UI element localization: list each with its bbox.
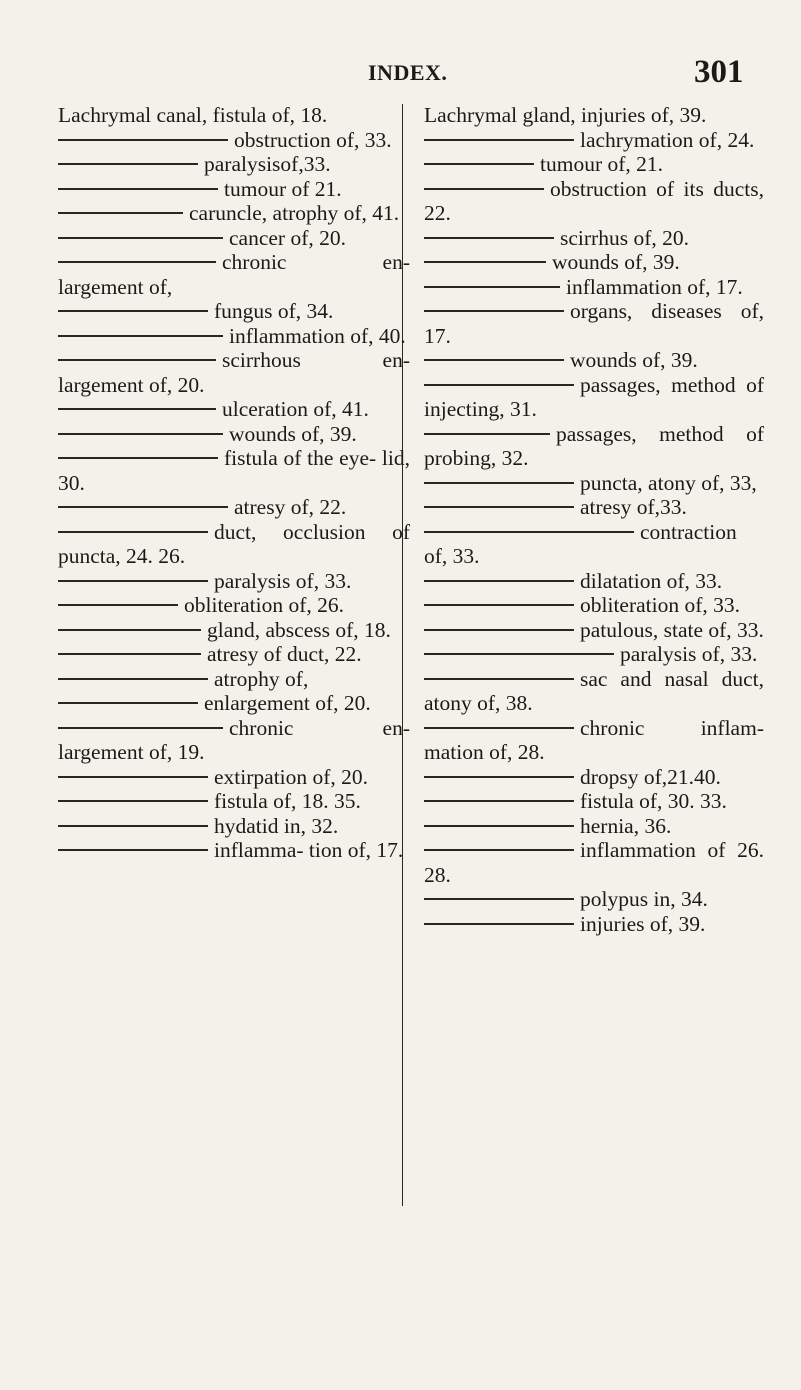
ditto-rule xyxy=(424,237,554,239)
index-subentry xyxy=(58,569,410,594)
ditto-rule xyxy=(424,825,574,827)
entry-text: dilatation of, 33. xyxy=(580,568,723,593)
ditto-rule xyxy=(58,800,208,802)
ditto-rule xyxy=(424,776,574,778)
ditto-rule xyxy=(58,335,223,337)
entry-text: wounds of, 39. xyxy=(552,250,680,274)
entry-text: puncta, atony of, 33, xyxy=(580,470,757,495)
ditto-rule xyxy=(58,825,208,827)
entry-text: scirrhous en- largement of, 20. xyxy=(58,348,410,397)
ditto-rule xyxy=(424,433,550,435)
entry-text: paralysis of, 33. xyxy=(620,642,758,666)
ditto-rule xyxy=(58,678,208,680)
entry-text: caruncle, atrophy of, 41. xyxy=(189,201,400,225)
index-subentry xyxy=(424,765,764,790)
entry-text: wounds of, 39. xyxy=(229,421,357,446)
index-subentry xyxy=(424,887,764,912)
entry-text: atresy of duct, 22. xyxy=(207,642,362,666)
entry-text: cancer of, 20. xyxy=(229,225,346,250)
ditto-rule xyxy=(58,702,198,704)
entry-text: patulous, state of, 33. xyxy=(580,617,764,642)
index-subentry xyxy=(424,275,764,300)
index-subentry xyxy=(424,373,764,422)
ditto-rule xyxy=(424,580,574,582)
ditto-rule xyxy=(58,433,223,435)
ditto-rule xyxy=(58,237,223,239)
index-subentry xyxy=(58,838,410,863)
index-subentry xyxy=(424,152,764,177)
index-subentry xyxy=(58,520,410,569)
page-number: 301 xyxy=(694,54,744,90)
ditto-rule xyxy=(424,604,574,606)
ditto-rule xyxy=(424,286,560,288)
ditto-rule xyxy=(424,384,574,386)
ditto-rule xyxy=(424,849,574,851)
index-subentry xyxy=(424,569,764,594)
entry-text: sac and nasal duct, atony of, 38. xyxy=(424,666,764,715)
index-subentry xyxy=(424,593,764,618)
entry-text: fistula of, 18. 35. xyxy=(214,789,361,813)
entry-text: Lachrymal gland, injuries of, 39. xyxy=(424,103,707,127)
index-subentry xyxy=(58,152,410,177)
entry-text: fistula of the eye- lid, 30. xyxy=(58,446,410,495)
index-subentry xyxy=(424,495,764,520)
ditto-rule xyxy=(58,776,208,778)
index-subentry xyxy=(424,422,764,471)
entry-text: inflammation of 26. 28. xyxy=(424,838,764,887)
entry-text: fistula of, 30. 33. xyxy=(580,789,727,813)
ditto-rule xyxy=(424,139,574,141)
index-subentry xyxy=(58,789,410,814)
running-head: INDEX. xyxy=(368,60,448,85)
entry-text: obstruction of, 33. xyxy=(234,127,392,152)
entry-text: inflamma- tion of, 17. xyxy=(214,838,404,862)
entry-text: paralysisof,33. xyxy=(204,152,331,176)
entry-text: wounds of, 39. xyxy=(570,348,698,372)
entry-text: extirpation of, 20. xyxy=(214,764,369,789)
ditto-rule xyxy=(58,506,228,508)
index-subentry xyxy=(58,299,410,324)
ditto-rule xyxy=(58,212,183,214)
index-subentry xyxy=(424,618,764,643)
ditto-rule xyxy=(58,139,228,141)
index-subentry xyxy=(424,520,764,569)
index-subentry xyxy=(58,814,410,839)
index-subentry xyxy=(424,299,764,348)
entry-text: obliteration of, 33. xyxy=(580,593,741,617)
index-column-right xyxy=(424,103,764,936)
index-column-left xyxy=(58,103,410,863)
ditto-rule xyxy=(58,629,201,631)
entry-text: enlargement of, 20. xyxy=(204,691,371,715)
entry-text: fungus of, 34. xyxy=(214,299,334,323)
ditto-rule xyxy=(58,310,208,312)
index-subentry xyxy=(424,789,764,814)
entry-text: obliteration of, 26. xyxy=(184,593,345,617)
ditto-rule xyxy=(424,531,634,533)
ditto-rule xyxy=(58,531,208,533)
ditto-rule xyxy=(58,653,201,655)
ditto-rule xyxy=(424,163,534,165)
entry-text: chronic en- largement of, xyxy=(58,250,410,299)
index-subentry xyxy=(424,814,764,839)
index-subentry xyxy=(424,471,764,496)
ditto-rule xyxy=(58,604,178,606)
index-subentry xyxy=(424,250,764,275)
ditto-rule xyxy=(424,482,574,484)
index-subentry xyxy=(58,495,410,520)
entry-text: duct, occlusion of puncta, 24. 26. xyxy=(58,519,410,568)
index-subentry xyxy=(58,177,410,202)
index-subentry xyxy=(58,667,410,692)
index-subentry xyxy=(424,838,764,887)
entry-text: passages, method of injecting, 31. xyxy=(424,372,764,421)
index-subentry xyxy=(58,250,410,299)
page-header xyxy=(0,54,801,100)
ditto-rule xyxy=(58,457,218,459)
ditto-rule xyxy=(424,310,564,312)
entry-text: ulceration of, 41. xyxy=(222,397,369,421)
ditto-rule xyxy=(424,800,574,802)
ditto-rule xyxy=(58,849,208,851)
entry-text: Lachrymal canal, fistula of, 18. xyxy=(58,103,328,127)
entry-text: atresy of, 22. xyxy=(234,495,347,519)
index-subentry xyxy=(58,691,410,716)
ditto-rule xyxy=(58,408,216,410)
index-subentry xyxy=(58,324,410,349)
index-subentry xyxy=(424,128,764,153)
index-subentry xyxy=(58,716,410,765)
index-subentry xyxy=(58,765,410,790)
entry-text: injuries of, 39. xyxy=(580,911,706,936)
entry-text: contraction of, 33. xyxy=(424,519,737,568)
entry-text: atresy of,33. xyxy=(580,495,687,519)
index-subentry xyxy=(58,226,410,251)
index-subentry xyxy=(58,201,410,226)
index-subentry xyxy=(58,642,410,667)
index-subentry xyxy=(58,422,410,447)
entry-text: chronic en- largement of, 19. xyxy=(58,715,410,764)
index-heading xyxy=(58,103,410,128)
entry-text: paralysis of, 33. xyxy=(214,568,352,593)
ditto-rule xyxy=(58,163,198,165)
entry-text: hernia, 36. xyxy=(580,813,672,838)
entry-text: atrophy of, xyxy=(214,666,309,691)
entry-text: inflammation of, 40. xyxy=(229,323,406,348)
entry-text: gland, abscess of, 18. xyxy=(207,617,391,642)
index-subentry xyxy=(424,642,764,667)
index-subentry xyxy=(58,593,410,618)
ditto-rule xyxy=(424,261,546,263)
index-subentry xyxy=(58,348,410,397)
ditto-rule xyxy=(58,727,223,729)
entry-text: passages, method of probing, 32. xyxy=(424,421,764,470)
index-subentry xyxy=(424,912,764,937)
index-subentry xyxy=(424,667,764,716)
entry-text: scirrhus of, 20. xyxy=(560,225,689,250)
index-subentry xyxy=(58,446,410,495)
entry-text: tumour of, 21. xyxy=(540,152,664,176)
entry-text: inflammation of, 17. xyxy=(566,274,743,299)
ditto-rule xyxy=(424,727,574,729)
ditto-rule xyxy=(424,923,574,925)
ditto-rule xyxy=(424,629,574,631)
ditto-rule xyxy=(424,653,614,655)
ditto-rule xyxy=(58,580,208,582)
ditto-rule xyxy=(424,898,574,900)
index-subentry xyxy=(424,226,764,251)
index-subentry xyxy=(58,128,410,153)
entry-text: chronic inflam- mation of, 28. xyxy=(424,715,764,764)
ditto-rule xyxy=(424,188,544,190)
ditto-rule xyxy=(424,359,564,361)
index-subentry xyxy=(424,348,764,373)
ditto-rule xyxy=(58,359,216,361)
entry-text: obstruction of its ducts, 22. xyxy=(424,176,764,225)
entry-text: polypus in, 34. xyxy=(580,887,708,911)
entry-text: organs, diseases of, 17. xyxy=(424,299,764,348)
entry-text: dropsy of,21.40. xyxy=(580,764,721,789)
entry-text: hydatid in, 32. xyxy=(214,813,339,838)
ditto-rule xyxy=(58,188,218,190)
entry-text: tumour of 21. xyxy=(224,176,342,201)
entry-text: lachrymation of, 24. xyxy=(580,127,755,152)
index-subentry xyxy=(58,397,410,422)
index-subentry xyxy=(424,716,764,765)
ditto-rule xyxy=(58,261,216,263)
ditto-rule xyxy=(424,506,574,508)
index-heading xyxy=(424,103,764,128)
index-subentry xyxy=(424,177,764,226)
index-subentry xyxy=(58,618,410,643)
ditto-rule xyxy=(424,678,574,680)
